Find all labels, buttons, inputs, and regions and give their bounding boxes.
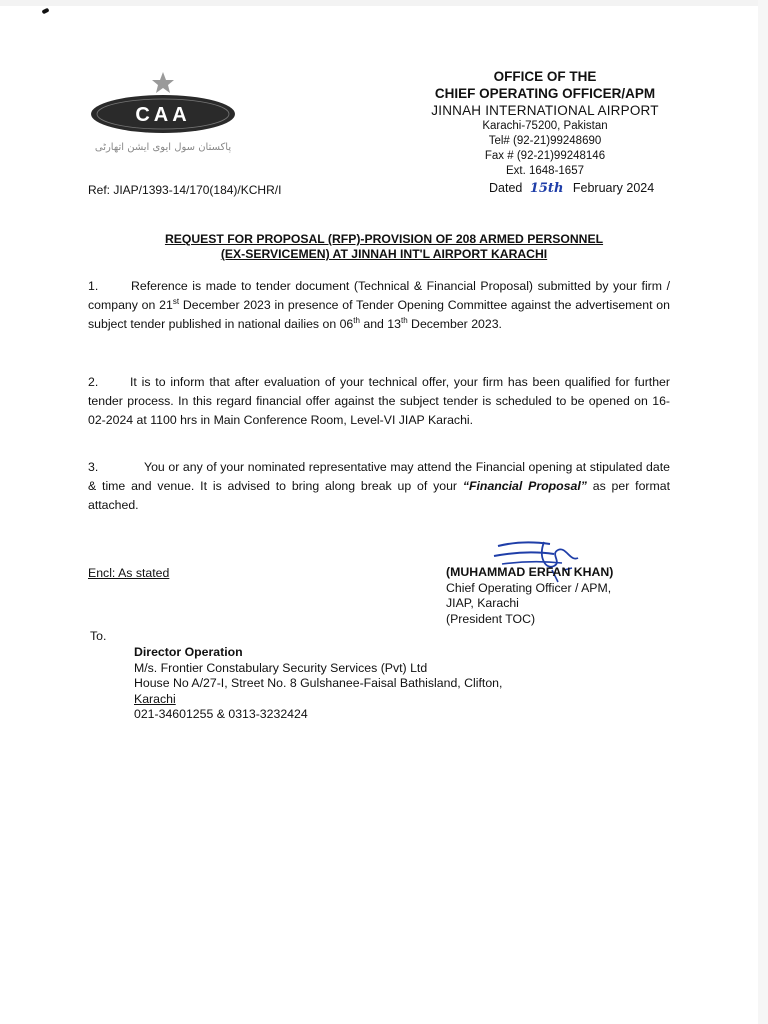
star-icon — [152, 72, 174, 93]
date-rest: February 2024 — [572, 181, 655, 195]
addressee-block — [134, 645, 502, 723]
signatory-title: Chief Operating Officer / APM, — [446, 580, 612, 595]
signatory-role: (President TOC) — [446, 611, 536, 626]
subject-heading — [88, 232, 680, 262]
paragraph-text: as per format attached. — [88, 479, 670, 512]
caa-logo — [88, 70, 238, 160]
date-day-handwritten: 15th — [529, 181, 564, 196]
superscript: st — [172, 296, 180, 306]
paragraph-number: 1. — [88, 279, 99, 293]
paragraph-number: 2. — [88, 375, 99, 389]
paragraph-1 — [88, 277, 670, 334]
paragraph-number: 3. — [88, 460, 99, 474]
scan-top-edge — [0, 0, 768, 6]
date-line — [489, 181, 654, 196]
subject-line-1: REQUEST FOR PROPOSAL (RFP)-PROVISION OF 208 ARMED PERSONNEL — [164, 232, 604, 246]
scan-mark — [41, 8, 49, 15]
paragraph-text: You or any of your nominated representative may attend the Financial opening at stipulated date & time and venue. It is advised to bring along break up of your — [88, 460, 670, 493]
addressee-address: House No A/27-I, Street No. 8 Gulshanee-Faisal Bathisland, Clifton, — [134, 676, 503, 691]
paragraph-2 — [88, 373, 670, 430]
date-prefix: Dated — [489, 181, 523, 195]
logo-text: CAA — [135, 104, 191, 126]
signatory-block — [446, 565, 613, 627]
signatory-office: JIAP, Karachi — [446, 596, 519, 610]
subject-line-2: (EX-SERVICEMEN) AT JINNAH INT'L AIRPORT KARACHI — [220, 247, 548, 261]
superscript: th — [353, 315, 360, 325]
paragraph-text: and 13 — [359, 317, 401, 331]
letterhead-airport: JINNAH INTERNATIONAL AIRPORT — [431, 103, 659, 118]
letterhead-ext: Ext. 1648-1657 — [505, 165, 584, 177]
paragraph-text: It is to inform that after evaluation of your technical offer, your firm has been qualified for further tender process. In this regard financial offer against the subject tender is scheduled to be opened on 16-02-2024 at 1100 hrs in Main Conference Room, Level-VI JIAP Karachi. — [88, 375, 670, 427]
enclosure-note: Encl: As stated — [88, 566, 170, 580]
letterhead-title: CHIEF OPERATING OFFICER/APM — [434, 86, 656, 101]
letterhead-fax: Fax # (92-21)99248146 — [484, 150, 606, 162]
addressee-title: Director Operation — [134, 645, 243, 659]
letterhead-office: OFFICE OF THE — [493, 69, 597, 84]
letterhead-tel: Tel# (92-21)99248690 — [488, 135, 602, 147]
paragraph-text: December 2023. — [407, 317, 502, 331]
letterhead-city: Karachi-75200, Pakistan — [482, 120, 608, 132]
reference-number: Ref: JIAP/1393-14/170(184)/KCHR/I — [88, 183, 282, 197]
addressee-company: M/s. Frontier Constabulary Security Services (Pvt) Ltd — [134, 660, 428, 675]
paragraph-text: December 2023 in presence of Tender Opening Committee against the advertisement on subject tender published in national dailies on 06 — [88, 298, 670, 331]
logo-urdu-text: پاکستان سول ایوی ایشن اتھارٹی — [94, 142, 232, 153]
paragraph-text: Reference is made to tender document (Technical & Financial Proposal) submitted by your firm / company on 21 — [88, 279, 670, 312]
paragraph-3 — [88, 458, 670, 515]
letterhead — [420, 68, 670, 179]
addressee-city: Karachi — [134, 691, 176, 706]
scan-right-edge — [758, 0, 768, 1024]
addressee-phone: 021-34601255 & 0313-3232424 — [134, 707, 308, 722]
superscript: th — [400, 315, 408, 325]
signatory-name: (MUHAMMAD ERFAN KHAN) — [446, 565, 614, 579]
financial-proposal-emphasis: “Financial Proposal” — [462, 479, 587, 493]
to-label: To. — [90, 629, 107, 643]
